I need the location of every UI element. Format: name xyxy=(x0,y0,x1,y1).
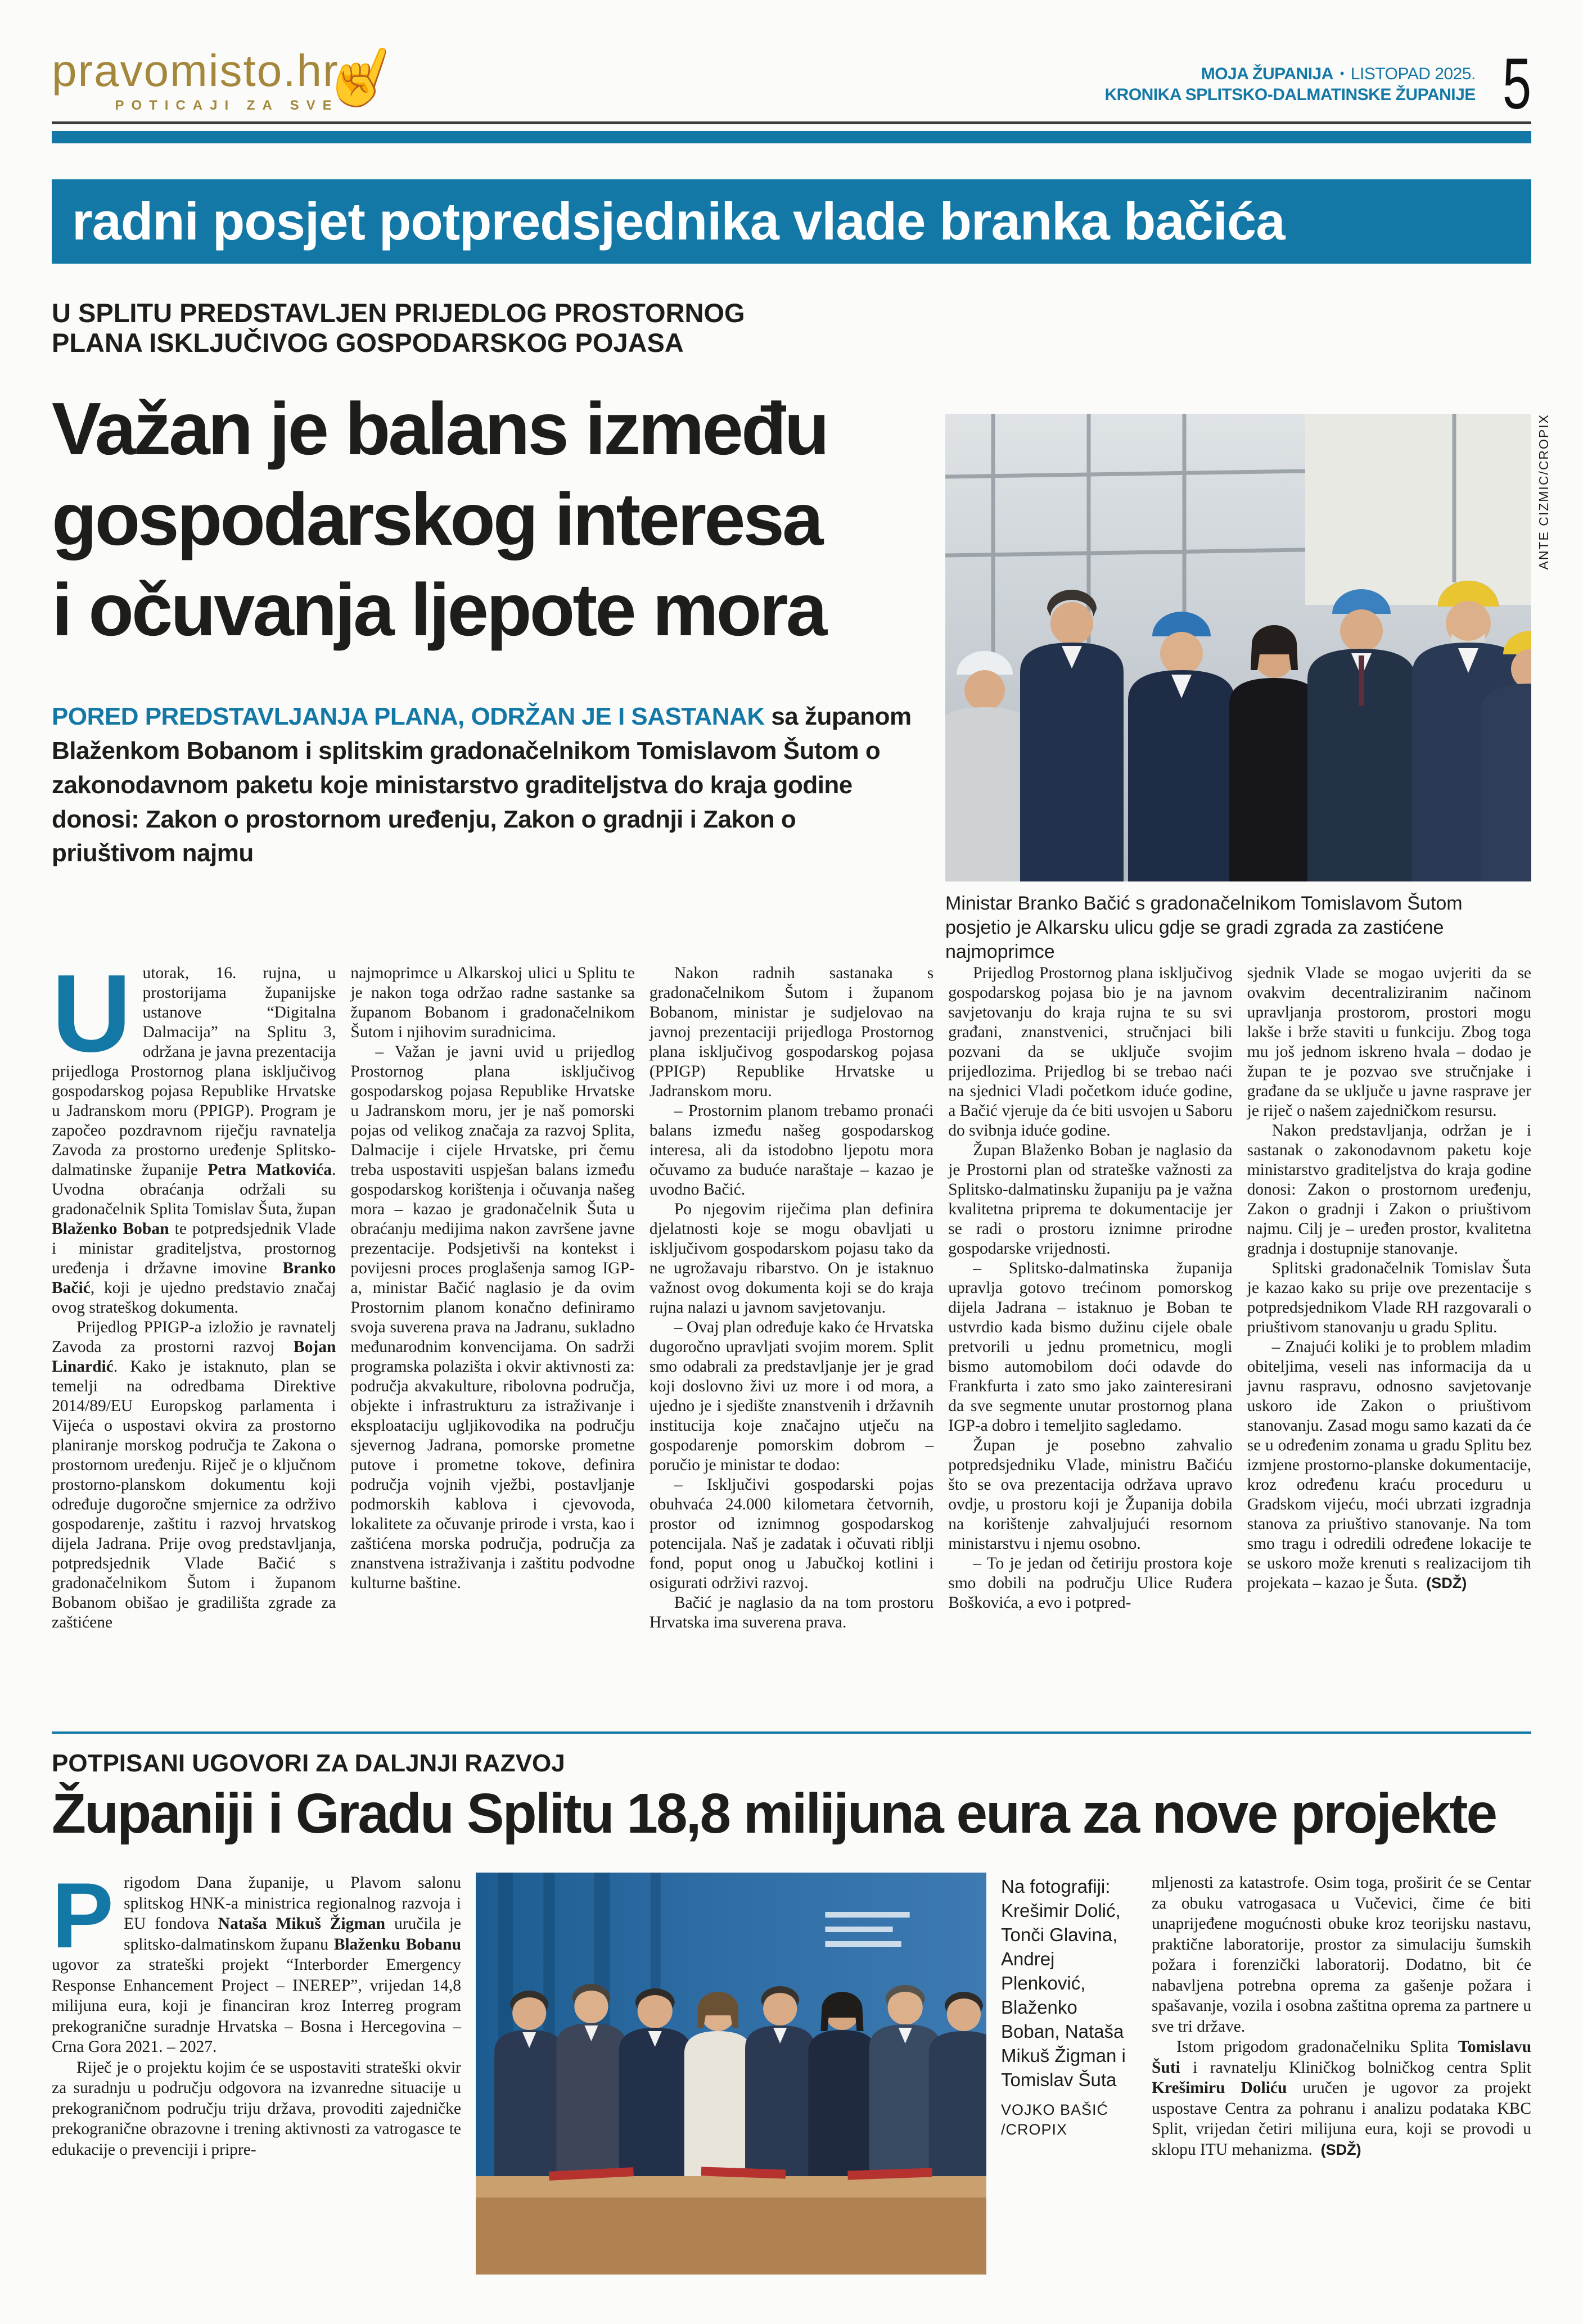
body-paragraph: Istom prigodom gradonačelniku Splita Tomislavu Šuti i ravnatelju Kliničkog bolničkog centra Split Krešimiru Doliću uručen je ugovor za projekt uspostave Centra za pohranu i analizu podataka KBC Split, vrijedan četiri milijuna eura, koji se provodi u sklopu ITU mehanizma. (SDŽ) xyxy=(1152,2038,1531,2159)
article-1-photo-block xyxy=(945,299,1551,964)
body-paragraph: Nakon predstavljanja, održan je i sastanak o zakonodavnom paketu koje ministarstvo graditeljstva do kraja godine donosi: Zakon o prostornom uređenju, Zakon o gradnji i Zakon o priuštivom najmu. Cilj je – uređen prostor, kvalitetna gradnja i dostupnije stanovanje. xyxy=(1247,1122,1531,1258)
hand-pointer-icon: ☝ xyxy=(314,30,409,120)
article-column-1 xyxy=(52,964,336,1724)
masthead xyxy=(52,0,1531,125)
article-2-kicker: POTPISANI UGOVORI ZA DALJNJI RAZVOJ xyxy=(52,1749,565,1778)
article-column-5 xyxy=(1247,964,1531,1724)
article-kicker: U SPLITU PREDSTAVLJEN PRIJEDLOG PROSTORNOG PLANA ISKLJUČIVOG GOSPODARSKOG POJASA xyxy=(52,298,745,358)
article-2-photo-caption xyxy=(1001,1873,1137,2297)
logo xyxy=(52,30,409,120)
deck-highlight: PORED PREDSTAVLJANJA PLANA, ODRŽAN JE I SASTANAK xyxy=(52,703,765,731)
body-paragraph: – Isključivi gospodarski pojas obuhvaća 24.000 kilometara četvornih, prostor od iznimnog gospodarskog potencijala. Naš je zadatak i očuvati riblji fond, poput onog u Jabučkoj kotlini i osigurati održivi razvoj. xyxy=(649,1476,934,1593)
photo-credit: ANTE CIZMIC/CROPIX xyxy=(1536,414,1551,570)
article-deck xyxy=(52,700,914,871)
article-headline: Važan je balans između gospodarskog interesa i očuvanja ljepote mora xyxy=(52,387,828,652)
edition-subtitle: KRONIKA SPLITSKO-DALMATINSKE ŽUPANIJE xyxy=(1104,85,1476,105)
section-banner xyxy=(52,179,1531,264)
deck-rest: sa županom Blaženkom Bobanom i splitskim gradonačelnikom Tomislavom Šutom o zakonodavnom paketu koje ministarstvo graditeljstva do kraja godine donosi: Zakon o prostornom uređenju, Zakon o gradnji i Zakon o priuštivom najmu xyxy=(52,703,912,867)
edition-line-1 xyxy=(1105,64,1476,85)
construction-site-photo xyxy=(945,414,1531,881)
body-paragraph: najmoprimce u Alkarskoj ulici u Splitu te je nakon toga održao radne sastanke sa županom Bobanom i gradonačelnikom Šutom i njihovim suradnicima. xyxy=(350,964,635,1042)
body-paragraph: Nakon radnih sastanaka s gradonačelnikom Šutom i županom Bobanom, ministar je sudjelovao na javnoj prezentaciji prijedloga Prostornog plana isključivog gospodarskog pojasa (PPIGP) Republike Hrvatske u Jadranskom moru. xyxy=(649,964,934,1101)
photo-caption: Ministar Branko Bačić s gradonačelnikom Tomislavom Šutom posjetio je Alkarsku ulicu gdje se gradi zgrada za zastićene najmoprimce xyxy=(945,893,1463,962)
body-paragraph: Župan je posebno zahvalio potpredsjedniku Vlade, ministru Bačiću što se ova prezentacija održava upravo ovdje, u prostoru koji je Županija dobila na korištenje zahvaljujući resornom ministarstvu i njemu osobno. xyxy=(948,1436,1233,1553)
article-column-2 xyxy=(350,964,634,1724)
bullet-icon: • xyxy=(1340,66,1344,80)
body-paragraph: mljenosti za katastrofe. Osim toga, proširit će se Centar za obuku vatrogasaca u Vučevici, čime će biti unaprijeđene mogućnosti obuke kroz teorijsku nastavu, praktične laboratorije, prostor za simulaciju šumskih požara i forenzički laboratorij. Dodatno, bit će nabavljena potrebna oprema za gašenje požara i spašavanje, vozila i osobna zaštitna oprema za partnere u sve tri države. xyxy=(1152,1874,1531,2036)
article-column-4 xyxy=(948,964,1232,1724)
body-paragraph: – Ovaj plan određuje kako će Hrvatska dugoročno upravljati svojim morem. Split smo odabrali za predstavljanje jer je grad koji doslovno živi uz more i od mora, a ujedno je i sjedište znanstvenih i državnih institucija koje značajno utječu na gospodarenje pomorskim dobrom – poručio je ministar te dodao: xyxy=(649,1318,934,1475)
logo-tagline: POTICAJI ZA SVE xyxy=(115,98,339,113)
body-paragraph: Župan Blaženko Boban je naglasio da je Prostorni plan od strateške važnosti za Splitsko-dalmatinsku županiju pa je važna kvalitetna priprema te dokumentacije jer se radi o prostoru iznimne prirodne gospodarske vrijednosti. xyxy=(948,1141,1233,1258)
building xyxy=(1305,414,1531,605)
body-paragraph: – To je jedan od četiriju prostora koje smo dobili na području Ulice Ruđera Boškovića, a evo i potpred- xyxy=(948,1554,1233,1612)
edition-date: LISTOPAD 2025. xyxy=(1350,64,1476,83)
logo-text: pravomisto.hr xyxy=(52,46,339,96)
edition-info xyxy=(1104,44,1531,125)
page-number: 5 xyxy=(1502,44,1531,125)
body-paragraph: – Znajući koliki je to problem mladim obiteljima, veseli nas informacija da u javnu raspravu, odnosno savjetovanje uskoro ide Zakon o priuštivom stanovanju. Zasad mogu samo kazati da će se u određenim zonama u gradu Splitu bez izmjene prostorno-planske dokumentacije, kroz određenu kraću proceduru u Gradskom vijeću, moći ubrzati izgradnja stanova za priuštivo stanovanje. Na tom smo tragu i odredili određene lokacije te se uskoro može krenuti s realizacijom tih projekata – kazao je Šuta. (SDŽ) xyxy=(1247,1338,1531,1593)
contract-ceremony-photo xyxy=(476,1873,986,2275)
caption-label: Na fotografiji: xyxy=(1001,1876,1111,1897)
article-2-body xyxy=(52,1873,1531,2297)
edition-lines xyxy=(1105,64,1476,106)
body-paragraph: Splitski gradonačelnik Tomislav Šuta je kazao kako su prije ove prezentacije s potpredsjednikom Vlade RH razgovarali o priuštivom stanovanju u gradu Splitu. xyxy=(1247,1259,1531,1337)
caption-names: Krešimir Dolić, Tonči Glavina, Andrej Plenković, Blaženko Boban, Nataša Mikuš Žigman i Tomislav Šuta xyxy=(1001,1900,1126,2090)
drop-cap: U xyxy=(52,964,132,1075)
drop-cap: P xyxy=(52,1873,114,1968)
section-divider xyxy=(52,1731,1531,1734)
body-paragraph: Prijedlog PPIGP-a izložio je ravnatelj Zavoda za prostorni razvoj Bojan Linardić. Kako je istaknuto, plan se temelji na odredbama Direktive 2014/89/EU Europskog parlamenta i Vijeća o uspostavi okvira za prostorno planiranje morskog područja te Zakona o prostornom uređenju. Riječ je o ključnom prostorno-planskom dokumentu koji određuje dugoročne smjernice za održivo gospodarenje, zaštitu i razvoj hrvatskog dijela Jadrana. Prije ovog predstavljanja, potpredsjednik Vlade Bačić s gradonačelnikom Šutom i županom Bobanom obišao je gradilišta zgrade za zaštićene xyxy=(52,1318,336,1632)
accent-bar xyxy=(52,131,1531,143)
paragraph-text: utorak, 16. rujna, u prostorijama županijske ustanove “Digitalna Dalmacija” na Splitu 3, održana je javna prezentacija prijedloga Prostornog plana isključivog gospodarskog pojasa Republike Hrvatske u Jadranskom moru (PPIGP). Program je započeo pozdravnom riječju ravnatelja Zavoda za prostorno uređenje Splitsko-dalmatinske županije Petra Matkovića. Uvodna obraćanja održali su gradonačelnik Splita Tomislav Šuta, župan Blaženko Boban te potpredsjednik Vlade i ministar graditeljstva, prostornog uređenja i državne imovine Branko Bačić, koji je ujedno predstavio značaj ovog strateškog dokumenta. xyxy=(52,964,336,1317)
body-paragraph: – Splitsko-dalmatinska županija upravlja gotovo trećinom pomorskog dijela Jadrana – istaknuo je Boban te ustvrdio kada bismo dužinu cijele obale pretvorili u jednu prometnicu, mogli bismo automobilom doći odavde do Frankfurta i zato smo jako zainteresirani da sve segmente unutar prostornog plana IGP-a dobro i temeljito sagledamo. xyxy=(948,1259,1233,1435)
photo-wrap xyxy=(945,414,1551,881)
article-2-column-left xyxy=(52,1873,461,2297)
article-2-headline: Županiji i Gradu Splitu 18,8 milijuna eura za nove projekte xyxy=(52,1782,1496,1846)
article-1-titles xyxy=(52,299,914,964)
body-paragraph xyxy=(52,1873,461,2058)
photo-credit: VOJKO BAŠIĆ /CROPIX xyxy=(1001,2101,1109,2138)
article-2-column-right xyxy=(1152,1873,1531,2297)
masthead-rule xyxy=(52,121,1531,124)
article-1-body xyxy=(52,964,1531,1724)
article-1-header xyxy=(52,298,1551,964)
body-paragraph: Prijedlog Prostornog plana isključivog gospodarskog pojasa bio je na javnom savjetovanju do kraja rujna te su svi građani, znanstvenici, stručnjaci bili pozvani da se uključe svojim prijedlozima. Prijedlog bi se trebao naći na sjednici Vladi početkom iduće godine, a Bačić vjeruje da će biti usvojen u Saboru do svibnja iduće godine. xyxy=(948,964,1233,1140)
body-paragraph: – Važan je javni uvid u prijedlog Prostornog plana isključivog gospodarskog pojasa Republike Hrvatske u Jadranskom moru, jer je naš pomorski pojas od velikog značaja za razvoj Splita, Dalmacije i cijele Hrvatske, pri čemu treba uspostaviti uspješan balans između gospodarskog korištenja i očuvanja našeg mora – kazao je gradonačelnik Šuta u obraćanju medijima nakon završene javne prezentacije. Podsjetivši na kontekst i povijesni proces proglašenja samog IGP-a, ministar Bačić naglasio je da ovim Prostornim planom konačno definiramo svoja suverena prava na Jadranu, sukladno međunarodnim konvencijama. On sadrži programska polazišta i okvir aktivnosti za: područja akvakulture, ribolovna područja, objekte i infrastrukturu za istraživanje i eksploataciju ugljikovodika na području sjevernog Jadrana, pomorske prometne putove i prometne tokove, definira područja vojnih vježbi, postavljanje podmorskih kablova i cjevovoda, lokalitete za očuvanje prirode i vrsta, kao i zaštićena morska područja, područja za znanstvena istraživanja i zaštitu podvodne kulturne baštine. xyxy=(350,1043,635,1593)
body-paragraph: – Prostornim planom trebamo pronaći balans između našeg gospodarskog interesa, ali da istodobno ljepotu mora očuvamo za buduće naraštaje – kazao je uvodno Bačić. xyxy=(649,1102,934,1199)
body-paragraph: Po njegovim riječima plan definira djelatnosti koje se mogu obavljati u isključivom gospodarskom pojasu tako da ne ugrožavaju ribarstvo. On je istaknuo važnost ovog dokumenta koji se do kraja rujna nalazi u javnom savjetovanju. xyxy=(649,1200,934,1317)
body-paragraph: Riječ je o projektu kojim će se uspostaviti strateški okvir za suradnju u području odgovora na izvanredne situacije u prekograničnom području triju država, provoditi zajedničke prekogranične obrazovne i trening aktivnosti za vatrogasce te edukacije o prevenciji i pripre- xyxy=(52,2058,461,2159)
paragraph-text: rigodom Dana županije, u Plavom salonu splitskog HNK-a ministrica regionalnog razvoja i EU fondova Nataša Mikuš Žigman uručila je splitsko-dalmatinskom županu Blaženku Bobanu ugovor za strateški projekt “Interborder Emergency Response Enhancement Project – INEREP”, vrijedan 14,8 milijuna eura, koji je financiran kroz Interreg program prekogranične suradnje Hrvatska – Bosna i Hercegovina – Crna Gora 2021. – 2027. xyxy=(52,1874,461,2056)
table-front xyxy=(476,2198,986,2275)
article-column-3 xyxy=(650,964,933,1724)
body-paragraph: sjednik Vlade se mogao uvjeriti da se ovakvim decentraliziranim načinom upravljanja prostorom, prostori mogu lakše i brže staviti u funkciju. Zbog toga mu još jednom iskreno hvala – dodao je župan te je pozvao sve stručnjake i građane da se uključe u javne rasprave jer je riječ o našem zajedničkom resursu. xyxy=(1247,964,1531,1120)
section-banner-title: radni posjet potpredsjednika vlade branka bačića xyxy=(72,192,1285,251)
body-paragraph: Bačić je naglasio da na tom prostoru Hrvatska ima suverena prava. xyxy=(649,1594,934,1632)
edition-title: MOJA ŽUPANIJA xyxy=(1201,64,1333,83)
body-paragraph xyxy=(52,964,336,1318)
